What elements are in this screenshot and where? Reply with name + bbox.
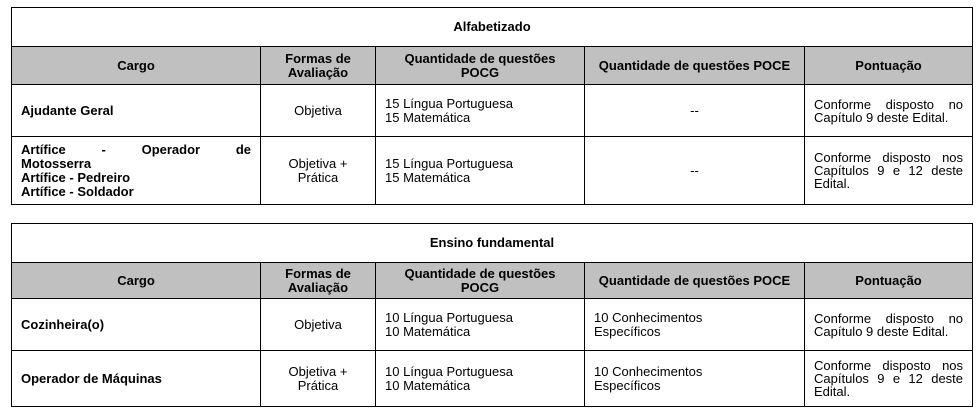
poce-line: 10 Conhecimentos — [594, 363, 703, 379]
pontuacao-cell: Conforme disposto nos Capítulos 9 e 12 deste Edital. — [805, 137, 973, 205]
table-ensino-fundamental — [11, 223, 973, 407]
cargo-cell: Cozinheira(o) — [12, 299, 261, 351]
cargo-line: Artífice - Operador de — [21, 141, 251, 157]
cargo-cell — [12, 137, 261, 205]
poce-cell — [585, 351, 805, 407]
pontuacao-cell: Conforme disposto nos Capítulos 9 e 12 deste Edital. — [805, 351, 973, 407]
header-cargo: Cargo — [12, 47, 261, 85]
formas-cell: Objetiva — [261, 299, 376, 351]
cargo-cell: Operador de Máquinas — [12, 351, 261, 407]
table-row — [12, 85, 973, 137]
header-formas: Formas de Avaliação — [261, 263, 376, 299]
pontuacao-cell: Conforme disposto no Capítulo 9 deste Edital. — [805, 299, 973, 351]
header-pontuacao: Pontuação — [805, 47, 973, 85]
pocg-line: 10 Matemática — [385, 377, 471, 393]
table-row — [12, 137, 973, 205]
poce-cell — [585, 299, 805, 351]
pocg-cell — [376, 85, 585, 137]
pocg-line: 15 Matemática — [385, 109, 471, 125]
pocg-cell — [376, 299, 585, 351]
poce-cell: -- — [585, 137, 805, 205]
pocg-line: 10 Língua Portuguesa — [385, 363, 513, 379]
table-title: Alfabetizado — [12, 8, 973, 47]
header-formas: Formas de Avaliação — [261, 47, 376, 85]
pocg-line: 15 Matemática — [385, 169, 471, 185]
header-pontuacao: Pontuação — [805, 263, 973, 299]
table-title: Ensino fundamental — [12, 224, 973, 263]
pocg-line: 15 Língua Portuguesa — [385, 95, 513, 111]
cargo-line: Artífice - Pedreiro — [21, 169, 131, 185]
poce-line: Específicos — [594, 323, 661, 339]
poce-line: 10 Conhecimentos — [594, 309, 703, 325]
header-pocg: Quantidade de questões POCG — [376, 47, 585, 85]
cargo-line: Motosserra — [21, 155, 92, 171]
pontuacao-cell: Conforme disposto no Capítulo 9 deste Edital. — [805, 85, 973, 137]
table-row — [12, 299, 973, 351]
header-poce: Quantidade de questões POCE — [585, 263, 805, 299]
cargo-cell: Ajudante Geral — [12, 85, 261, 137]
table-alfabetizado — [11, 7, 973, 205]
pocg-line: 10 Língua Portuguesa — [385, 309, 513, 325]
table-row — [12, 351, 973, 407]
pocg-line: 10 Matemática — [385, 323, 471, 339]
poce-line: Específicos — [594, 377, 661, 393]
pocg-cell — [376, 137, 585, 205]
poce-cell: -- — [585, 85, 805, 137]
formas-cell: Objetiva — [261, 85, 376, 137]
pocg-cell — [376, 351, 585, 407]
pocg-line: 15 Língua Portuguesa — [385, 155, 513, 171]
header-poce: Quantidade de questões POCE — [585, 47, 805, 85]
header-cargo: Cargo — [12, 263, 261, 299]
formas-cell: Objetiva + Prática — [261, 137, 376, 205]
cargo-line: Artífice - Soldador — [21, 183, 134, 199]
header-pocg: Quantidade de questões POCG — [376, 263, 585, 299]
formas-cell: Objetiva + Prática — [261, 351, 376, 407]
